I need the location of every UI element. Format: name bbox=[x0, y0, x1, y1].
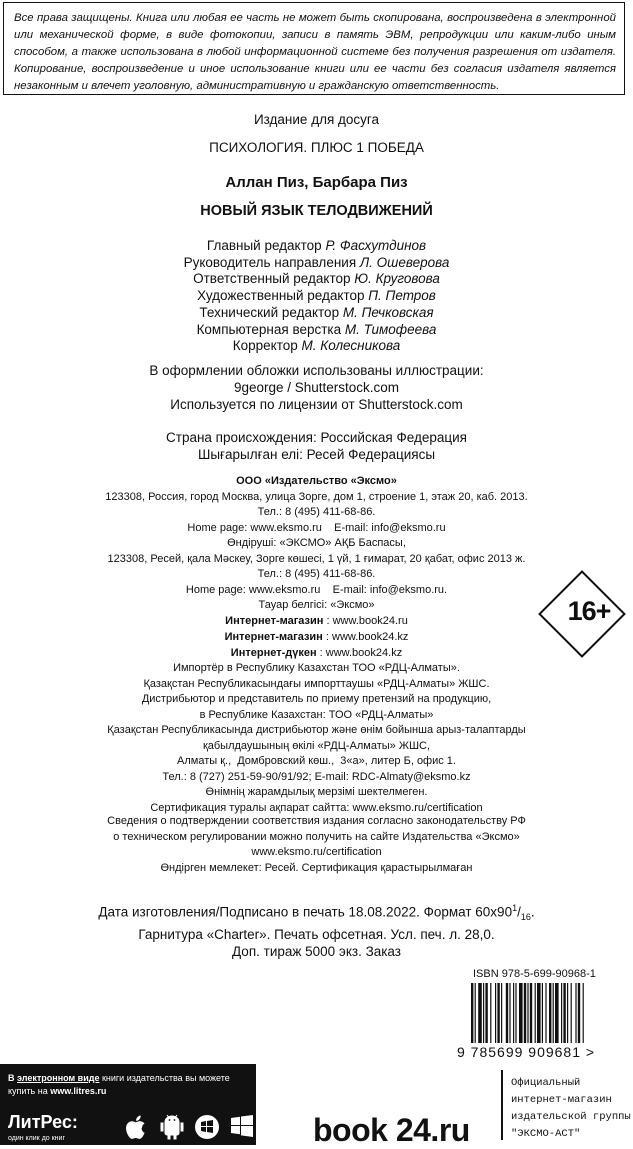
barcode-bar bbox=[485, 983, 487, 1043]
credit-line: Руководитель направления Л. Ошеверова bbox=[183, 254, 450, 270]
copyright-notice bbox=[3, 2, 625, 95]
barcode-bar bbox=[537, 983, 541, 1043]
barcode-bar bbox=[475, 983, 476, 1043]
credit-line: Художественный редактор П. Петров bbox=[197, 288, 436, 304]
copyright-text: Все права защищены. Книга или любая ее часть не может быть скопирована, воспроизведена в электронной или механической форме, в виде фотокопии, записи в память ЭВМ, репродукции или каким-либо иным способом, а также использована в любой информационной системе без получения разрешения от издателя. Копирование, воспроизведение и иное использование книги или ее части без согласия издателя является незаконным и влечет уголовную, административную и гражданскую ответственность. bbox=[14, 12, 616, 92]
barcode-bar bbox=[530, 983, 532, 1043]
barcode-bar bbox=[578, 983, 580, 1043]
certification-block: Сведения о подтверждении соответствия издания согласно законодательству РФ о техническом регулировании можно получить на сайте Издательства «Эксмо» www.eksmo.ru/certification Өндірген мемлекет: Ресей. Сертификация қарастырылмаған bbox=[107, 815, 526, 874]
barcode-bar bbox=[527, 983, 528, 1043]
credit-line: Технический редактор М. Печковская bbox=[199, 304, 434, 320]
barcode-bar bbox=[478, 983, 482, 1043]
barcode-bar bbox=[567, 983, 568, 1043]
barcode-bar bbox=[495, 983, 496, 1043]
barcode-bar bbox=[575, 983, 576, 1043]
print-info: Дата изготовления/Подписано в печать 18.08.2022. Формат $60х90^1/_{16}$. Гарнитура «Charter». Печать офсетная. Усл. печ. л. 28,0. Доп. тираж 5000 экз. Заказ bbox=[98, 903, 535, 960]
barcode-digits: 9 785699 909681 > bbox=[457, 1044, 596, 1060]
barcode-bar bbox=[561, 983, 562, 1043]
barcode-bar bbox=[483, 983, 484, 1043]
credit-line: Ответственный редактор Ю. Круговова bbox=[193, 271, 440, 287]
barcode-bar bbox=[513, 983, 514, 1043]
isbn: ISBN 978-5-699-90968-1 bbox=[473, 968, 596, 980]
origin-block: Страна происхождения: Российская Федерация Шығарылған елі: Ресей Федерациясы bbox=[166, 430, 467, 462]
litres-banner[interactable] bbox=[0, 1064, 256, 1145]
series-name: ПСИХОЛОГИЯ. ПЛЮС 1 ПОБЕДА bbox=[209, 140, 424, 155]
age-rating: 16+ bbox=[567, 596, 611, 626]
barcode-bar bbox=[545, 983, 546, 1043]
shop-url[interactable]: : www.book24.ru bbox=[323, 614, 408, 627]
shop-url-kz[interactable]: : www.book24.kz bbox=[322, 631, 409, 643]
litres-promo-text: В электронном виде книги издательства вы можете купить на www.litres.ru bbox=[8, 1073, 230, 1096]
shop-url-kz-2[interactable]: : www.book24.kz bbox=[316, 646, 403, 659]
barcode-bar bbox=[506, 983, 508, 1043]
barcode-bar bbox=[519, 983, 523, 1043]
barcode-bar bbox=[571, 983, 572, 1043]
litres-tagline: один клик до книг bbox=[8, 1135, 66, 1142]
credit-line: Компьютерная верстка М. Тимофеева bbox=[196, 321, 437, 337]
divider bbox=[501, 1070, 503, 1140]
publisher-block: ООО «Издательство «Эксмо» 123308, Россия, город Москва, улица Зорге, дом 1, строение 1, этаж 20, каб. 2013. Тел.: 8 (495) 411-68-86. Home page: www.eksmo.ru E-mail: info@eksmo.ru Өндіруші: «ЭКСМО» АҚБ Баспасы, 123308, Ресей, қала Мәскеу, Зорге көшесі, 1 үй, 1 ғимарат, 20 қабат, офис 2013 ж. Тел.: 8 (495) 411-68-86. Home page: www.eksmo.ru E-mail: info@eksmo.ru. Тауар белгісі: «Эксмо» Интернет-магазин : www.book24.ru bbox=[0, 474, 633, 629]
credits-block bbox=[0, 238, 633, 355]
book24-logo[interactable]: book 24.ru bbox=[313, 1112, 470, 1148]
barcode-bar bbox=[563, 983, 565, 1043]
barcode-bar bbox=[524, 983, 526, 1043]
apple-icon bbox=[124, 1114, 150, 1140]
barcode-bar bbox=[490, 983, 491, 1043]
credit-line: Корректор М. Колесникова bbox=[232, 338, 401, 354]
barcode-bar bbox=[553, 983, 554, 1043]
barcode-bar bbox=[542, 983, 543, 1043]
barcode-bar bbox=[583, 983, 584, 1043]
litres-logo: ЛитРес: bbox=[8, 1112, 78, 1132]
barcode-bar bbox=[549, 983, 551, 1043]
official-store-note: Официальный интернет-магазин издательской группы "ЭКСМО-АСТ" bbox=[511, 1077, 631, 1140]
android-icon bbox=[160, 1114, 184, 1140]
publisher-name: ООО «Издательство «Эксмо» bbox=[236, 475, 397, 487]
barcode bbox=[471, 983, 626, 1043]
windows-icon bbox=[230, 1114, 254, 1138]
barcode-bar bbox=[501, 983, 502, 1043]
edition-note: Издание для досуга bbox=[253, 112, 380, 127]
windows-phone-icon bbox=[194, 1114, 220, 1140]
kazakhstan-block: Интернет-магазин : www.book24.kz Интернет-дүкен : www.book24.kz Импортёр в Республику Казахстан ТОО «РДЦ-Алматы». Қазақстан Республикасындағы импорттаушы «РДЦ-Алматы» ЖШС. Дистрибьютор и представитель по приему претензий на продукцию, в Республике Казахстан: ТОО «РДЦ-Алматы» Қазақстан Республикасында дистрибьютор және өнім бойынша арыз-талаптарды қабылдаушының өкілі «РДЦ-Алматы» ЖШС, Алматы қ., Домбровский көш., 3«а», литер Б, офис 1. Тел.: 8 (727) 251-59-90/91/92; E-mail: RDC-Almaty@eksmo.kz Өнімнің жарамдылық мерзімі шектелмеген. Сертификация туралы ақпарат сайтта: www.eksmo.ru/certification bbox=[107, 631, 526, 814]
barcode-bar bbox=[471, 983, 473, 1043]
barcode-bar bbox=[535, 983, 536, 1043]
cover-illustration-note: В оформлении обложки использованы иллюстрации: 9george / Shutterstock.com Используется по лицензии от Shutterstock.com bbox=[149, 363, 484, 412]
barcode-bar bbox=[555, 983, 559, 1043]
book-title: НОВЫЙ ЯЗЫК ТЕЛОДВИЖЕНИЙ bbox=[200, 203, 433, 219]
shop-label: Интернет-магазин bbox=[225, 614, 324, 627]
platform-icons bbox=[124, 1114, 254, 1140]
barcode-bar bbox=[515, 983, 516, 1043]
barcode-bar bbox=[509, 983, 510, 1043]
credit-line: Главный редактор Р. Фасхутдинов bbox=[206, 238, 427, 253]
book-authors: Аллан Пиз, Барбара Пиз bbox=[225, 174, 408, 191]
barcode-bar bbox=[497, 983, 499, 1043]
